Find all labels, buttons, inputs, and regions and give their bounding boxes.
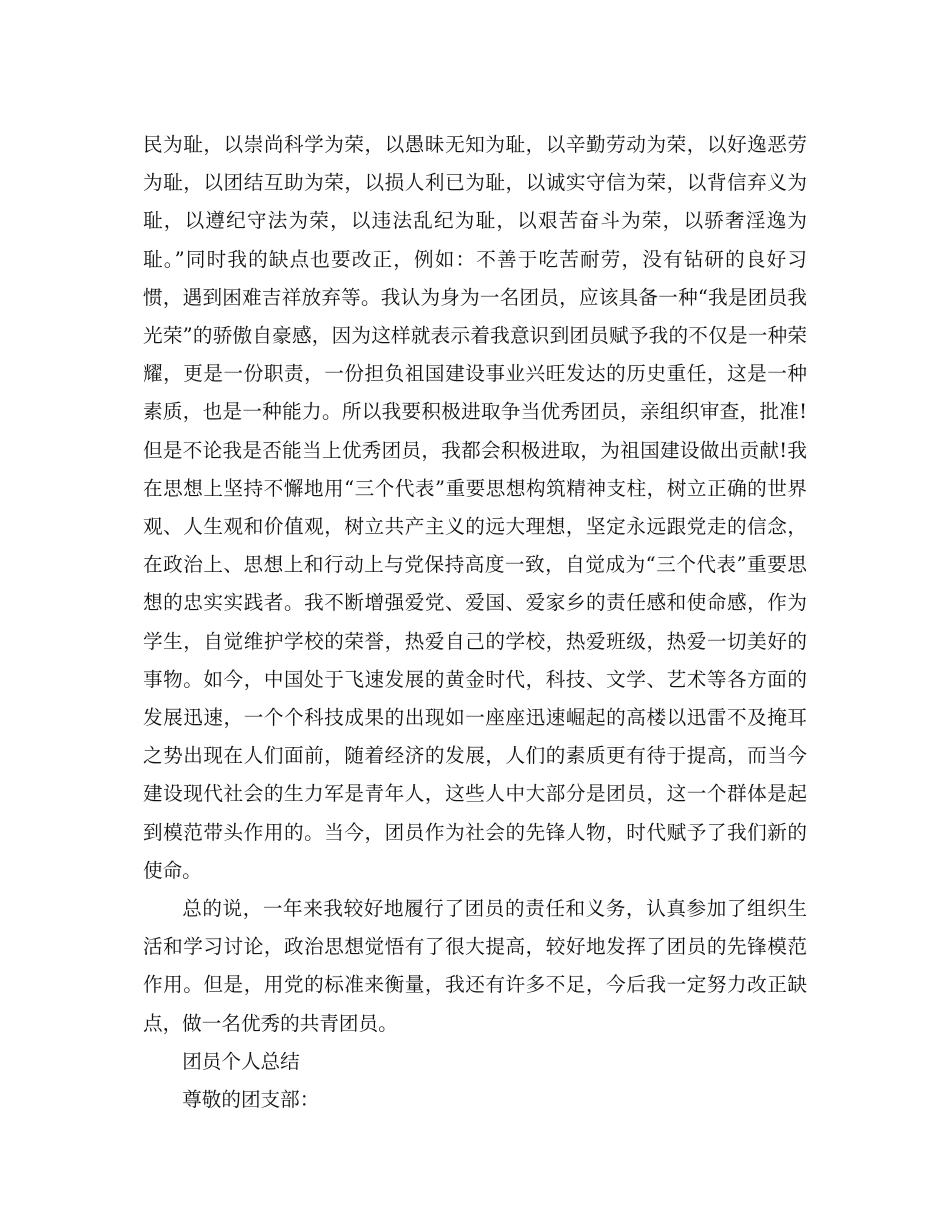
section-heading: 团员个人总结 [182, 1049, 300, 1073]
salutation: 尊敬的团支部： [182, 1088, 320, 1112]
document-body [143, 126, 807, 1119]
body-paragraph-summary: 总的说，一年来我较好地履行了团员的责任和义务，认真参加了组织生活和学习讨论，政治思想觉悟有了很大提高，较好地发挥了团员的先锋模范作用。但是，用党的标准来衡量，我还有许多不足，今后我一定努力改正缺点，做一名优秀的共青团员。 [143, 897, 807, 1035]
body-paragraph-continued: 民为耻，以崇尚科学为荣，以愚昧无知为耻，以辛勤劳动为荣，以好逸恶劳为耻，以团结互助为荣，以损人利已为耻，以诚实守信为荣，以背信弃义为耻，以遵纪守法为荣，以违法乱纪为耻，以艰苦奋斗为荣，以骄奢淫逸为耻。”同时我的缺点也要改正，例如：不善于吃苦耐劳，没有钻研的良好习惯，遇到困难吉祥放弃等。我认为身为一名团员，应该具备一种“我是团员我光荣”的骄傲自豪感，因为这样就表示着我意识到团员赋予我的不仅是一种荣耀，更是一份职责，一份担负祖国建设事业兴旺发达的历史重任，这是一种素质，也是一种能力。所以我要积极进取争当优秀团员，亲组织审查，批准!但是不论我是否能当上优秀团员，我都会积极进取，为祖国建设做出贡献!我在思想上坚持不懈地用“三个代表”重要思想构筑精神支柱，树立正确的世界观、人生观和价值观，树立共产主义的远大理想，坚定永远跟党走的信念，在政治上、思想上和行动上与党保持高度一致，自觉成为“三个代表”重要思想的忠实实践者。我不断增强爱党、爱国、爱家乡的责任感和使命感，作为学生，自觉维护学校的荣誉，热爱自己的学校，热爱班级，热爱一切美好的事物。如今，中国处于飞速发展的黄金时代，科技、文学、艺术等各方面的发展迅速，一个个科技成果的出现如一座座迅速崛起的高楼以迅雷不及掩耳之势出现在人们面前，随着经济的发展，人们的素质更有待于提高，而当今建设现代社会的生力军是青年人，这些人中大部分是团员，这一个群体是起到模范带头作用的。当今，团员作为社会的先锋人物，时代赋予了我们新的使命。 [143, 133, 807, 882]
